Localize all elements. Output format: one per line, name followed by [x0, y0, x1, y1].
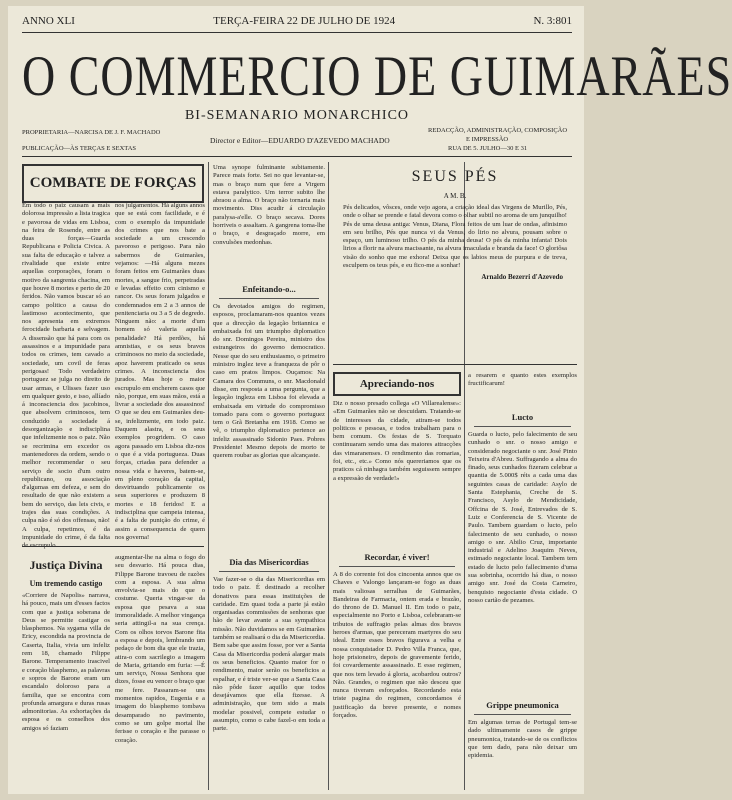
enfeitando-rule	[219, 298, 319, 299]
issue-number: N. 3:801	[533, 15, 572, 27]
combate-title: COMBATE DE FORÇAS	[29, 175, 197, 191]
recordar-rule	[339, 566, 455, 567]
office-line-3: RUA DE 5. JULHO—30 E 31	[448, 145, 528, 152]
enfeitando-title: Enfeitando-o...	[242, 284, 296, 294]
enfeitando-article	[213, 278, 325, 546]
owner-line: PROPRIETARIA—NARCISA DE J. F. MACHADO	[22, 129, 161, 136]
recordar-article	[333, 546, 461, 786]
grippe-title: Grippe pneumonica	[486, 700, 559, 710]
short-top-text: a resarem e quanto estes exemplos fructificarum!	[468, 372, 577, 388]
lucto-text: Guarda o lucto, pelo falecimento de seu cunhado o snr. o nosso amigo e considerado negociante o snr. José Pinto Teixeira d'Abreu. Suffragando a alma do finado, seus cunhados fizeram celebrar a quantia de 5.000$ réis a cada uma das seguintes casas de caridade: Asylo de Santa Estephania, Creche de S. Francisco, Asylo de Mendicidade, Offcina de S. José, Entrevados de S. Luiz e Conferencia de S. Vicente de Paulo. Tambem guardam o lucto, pelo falecimento de seu cunhado, o nosso amigo o snr. Abilio Cruz, importante industrial e Adelino Joaquim Neves, estimado negociante local. Tambem tem estado de lucto pelo fallecimento d'uma sua sobrinha, ocorrido há dias, o nosso amigo snr. José da Costa Carneiro, benquisto negociante d'esta cidade. O nosso cartão de pezames.	[468, 431, 577, 604]
justica-title: Justiça Divina	[29, 558, 103, 572]
combate-box	[22, 164, 204, 203]
grippe-article	[468, 694, 577, 786]
misericordia-text: Vae fazer-se o dia das Misericordias em todo o paiz. É destinado a recolher donativos para essas instituições de caridade. Em quasi toda a parte já estão organisadas commissões de senhoras que hão de levar avante a sua sympathica missão. Não duvidamos se em Guimarães também se realisará o dia da Misericordia. Bem sabe que assim fosse, por ver a Santa Casa da Misericordia poderá alargar mais os seus beneficios. Quanto maior for o rendimento, maior serão os beneficios a espalhar, e é triste ver-se que a Santa Casa não pôde fazer aquillo que todos desejávamos que ella fizesse. A administração, que tem sido a mais modelar possivel, compete estudar o assumpto, como o cabe fazel-o em toda a parte.	[213, 576, 325, 733]
year-label: ANNO XLI	[22, 15, 75, 27]
apreciando-box	[333, 372, 461, 396]
lucto-article	[468, 406, 577, 688]
lucto-title: Lucto	[511, 412, 534, 422]
newspaper-subtitle: BI-SEMANARIO MONARCHICO	[184, 108, 410, 123]
seus-pes-text: Pés delicados, vôsces, onde vejo agora, a criação ideal das Virgens de Murillo, Pés, onde o olhar se prende e fatal devora como o olhar subtil no aroma de um junquilho! Pés de uma deusa antiga: Venus, Diana, Flora feitos de um luar de ondas, afinisimo em seu brilho, Pés que nunca vi da Venus, do lirio no alvura, pousam sobre o espaço, um luminoso trilho. O pés da minha deusa! O pés da minha infanta! Dois lirios a florir na alvura macissante, na alvura imaculada e branda da face! O gloriôsa visão do sonho que me exhora! Deixa que os labios meus de purpura e de treva, esculpem os teus pés, e eu fico-me a sonhar!	[343, 204, 567, 270]
enfeitando-text: Os devotados amigos do regimen, esposos, proclamaram-nos quantos vezes que a direcção da legação britannica e embaixada foi um triumpho diplomatico do snr. Domingos Pereira, ministro dos estrangeiros do governo democratico. Nesse que do seu enthusiasmo, o primeiro ministro inglez teve a franqueza de pôr o caso em pratos limpos. Ouçamos: Na Camara dos Communs, o snr. Macdonald disse, em resposta a uma pergunta, que a legação ingleza em Lisboa foi elevada a embaixada em virtude do compromisso tomado para com o governo portuguez tem o Grã Bretanha em 1918. Como se vê, o triumpho diplomatico pertence ao infeliz assassinado Sidonio Paes. Pobres Presidente! Mesmo depois de morto te querem roubar as glorias que alcançaste.	[213, 303, 325, 460]
issue-date: TERÇA-FEIRA 22 DE JULHO DE 1924	[213, 15, 396, 27]
combate-col2	[115, 202, 205, 542]
misericordia-article	[213, 551, 325, 786]
header-rule	[22, 156, 572, 157]
column-rule-2	[328, 162, 329, 790]
apreciando-article	[333, 372, 461, 542]
poem-bottom-rule	[333, 364, 577, 365]
justica-rule	[22, 546, 204, 547]
justica-col2	[115, 554, 205, 786]
justica-text-1: «Corriere de Napolis» narrava, há pouco, mais um d'esses factos com que a justiça soberana de Deus se permitte castigar os blasphemos. Na sygama villa de Ericy, escondida na provincia de Caserta, Italia, vivia um infeliz rem 18, chamado Filippe Barone. Temperamento irascivel e coração blasphemo, as palavras e sopros de Barone eram um escandalo doloroso para a familia, que se encontra com profunda amargura e duras rusas admonitorias. As exhortações da esposa e os conselhos dos amigos só faziam	[22, 592, 110, 732]
publication-line: PUBLICAÇÃO—ÀS TERÇAS E SEXTAS	[22, 145, 137, 152]
combate-text-1: Em todo o paiz causam a mais dolorosa impressão a lista tragica e pavorosa de vidas em Lisboa, na feira de Rosende, entre as duas forças—Guarda Republicana e Policia Civica. A sua falta de educação e talvez a rivalidade que existe entre aquellas corporações, foram o motivo da sangrenta chacina, em que houve 8 mortes e perto de 20 feridos. Não vamos buscar só ao campo politico a causa do lastimoso acontecimento, que nos apresenta em extremos ferocidade barbaria e selvagem. A dissensão que há para com os assassinos e a impunidade para todos os crimes, tem cavado a sociedade, um covil de feras perigosas! Todo verdadeiro portuguez se julga no direito de usar armas, e Ulisses fazer uso em qualquer gesto, e isso, allíado á inconsciencia dos jacobinos, que absolvem criminosos, tem conduzido a sociedade á desorganização e indisciplina que infelizmente nos o paiz. Não se recrimina em excedor os mantenedores da ordem, sendo o melhor recommendar o seu serviço de socio d'um outro republicano, ou associação d'algumas em defeza, e sem do resultado de que não existem a bem do serviço, das leis civis, e trajes das suas condições. A culpa não é só dos offensas, não! A culpa, repetimos, é da impunidade do crime, é da falta de escrupulo.	[22, 202, 110, 550]
misericordia-title: Dia das Misericordias	[229, 557, 309, 567]
seus-pes-byline: A M. B.	[443, 192, 467, 200]
short-top-article	[468, 372, 577, 396]
newspaper-page	[8, 6, 732, 794]
director-line: Director e Editor—EDUARDO D'AZEVEDO MACHADO	[210, 136, 390, 145]
justica-subhead: Um tremendo castigo	[29, 579, 103, 588]
newspaper-title: O COMMERCIO DE GUIMARÃES	[22, 43, 732, 108]
grippe-rule	[474, 714, 571, 715]
supplement-article	[213, 164, 325, 274]
masthead-top-line	[22, 14, 572, 28]
seus-pes-title: SEUS PÉS	[411, 168, 499, 185]
apreciando-text: Diz o nosso presado collega «O Villarealense»: «Em Guimarães não se descuidam. Tratando-se de interesses da cidade, atiram-se todos politicos e pessoas, e todos trabalham para o bem comum. Os festas de S. Torquato continuaram sendo uma das maiores attracções das vimaranenses. O rendimento das romarias, foi, etc., etc.» Como nós quereriamos que os praticos cá ninhagra também seguissem sempre a expressão de verdade!»	[333, 400, 461, 482]
justica-text-2: augmentar-lhe na alma o fogo do seu desvario. Há pouca dias, Filippe Barone travoeu de razões com a esposa. A sua alma envolvia-se mais do que o costume. Queria vingar-se da esposa que pesava a sua immoralidade. A melhor vingança seria attingil-a na sua crença. Com os olhos torvos Barone fita a esposa e depois, lembrando um pedaço de bom dia que ele trazia, atira-o com sacrilegio a imagem de Maria, gritando em furia: —É um serviço, Nossa Senhora que dizes, fosse eu vencer o braço que me fere. Passaram-se uns momentos rapidos, Eugenia e a imagem do blasphemo tombava desamparado no pavimento, como se um golpe mortal lhe ferisse o coração e lhe parasse o coração.	[115, 554, 205, 744]
column-rule-1	[208, 162, 209, 790]
seus-pes-article	[333, 164, 577, 314]
masthead-rule	[22, 32, 572, 33]
justica-col1	[22, 554, 110, 786]
combate-col1	[22, 202, 110, 550]
supplement-text: Uma synope fulminante subitamente. Parece mais forte. Sei no que levantar-se, mas o braço num que fere a Virgem estava paralytico. Um terror subito lhe abraou a alma. O braço não tornaria mais movimento. Diss acudir á circulação paralysa-a'elle. O braço secava. Dores horriveis o assaltam. A gangrena toma-lhe o braço, e desgraçado morre, em convulsões medonhas.	[213, 164, 325, 246]
office-line-1: REDACÇÃO, ADMINISTRAÇÃO, COMPOSIÇÃO	[428, 127, 568, 134]
combate-text-2: nos julgamentos. Há alguns annos que se está com facilidade, e é com o exemplo da impunidade dos crimes que nos bate a sociedade a um crescendo pavoroso e perigoso. Para não sabermos de Guimarães, vejamos: —Há alguns mezes foram feitos em Guimarães duas mortes, a sangue frio, perpetradas e levadas effeito com cinismo e rancor. Os seus foram julgados e condemnados em 2 a 3 annos de penitenciaria ou 3 a 5 de degredo. Ninguem não: a morte d'um homem só valeria aquella penalidade? Há perdões, há amnistias, e os seus bravos criminosos no meio da sociedade, apoz haverem praticado os seus crimes. A inconsciencia dos jurados. Mas hoje o maior escrupulo em encherem casos que não, porque, em suas mãos, está a livrar a sociedade dos assassinos! O que se deu em Guimarães deu-se, infelizmente, em todo paiz. Daquem alastra, e os seus exemplos progridem. O caso agora passado em Lisboa diz-nos o que é a vida portugueza. Duas forças, criadas para defender a nossa vida e haveres, batem-se, em pleno coração da capital, desvirtuando publicamente os seus superiores e produzem 8 mortes e 18 feridos! E a indisciplina que campeia intensa, é a falta de punição do crime, é assim a consequencia de quem nos governa!	[115, 202, 205, 541]
seus-pes-signature: Arnaldo Bezerri d'Azevedo	[481, 273, 563, 282]
misericordia-rule	[219, 571, 319, 572]
apreciando-title: Apreciando-nos	[359, 378, 435, 390]
lucto-rule	[474, 426, 571, 427]
office-line-2: E IMPRESSÃO	[466, 136, 509, 143]
recordar-title: Recordar, é viver!	[364, 552, 430, 562]
recordar-text: A 8 do corrente foi dos cincoenta annos que os Chaves e Valongo lançaram-se fogo as duas mais valiosas serralhas de Guimarães, Bandeiras de Farmacia, ontem erada e brazão, do throno de D. Manuel II. Em todo o paiz, especialmente no Porto e Lisboa, celebraram-se tributos de suffragio pelas almas dos bravos heroes d'armas, que pereceram martyres do seu ideal. Entre esses bravos figurava a velha e nossa conquistador D. Pedro Villa Franca, que, hoje prisioneiro, depois de gravemente ferido, foi covardemente assassinado. E esse regimen, que nos tem levado á gloria, acobardou outros? Não. Grandes, o regimen que não desceu que nunca tiveram esforçados. Recordando esta triste pagina do regimen, concordamos é justificação da breve presente, e nomes forçados.	[333, 571, 461, 720]
grippe-text: Em algumas terras de Portugal tem-se dado ultimamente casos de grippe pneumonica, tratando-se de os conflictos que tem dado, para não deixar um epidemia.	[468, 719, 577, 760]
